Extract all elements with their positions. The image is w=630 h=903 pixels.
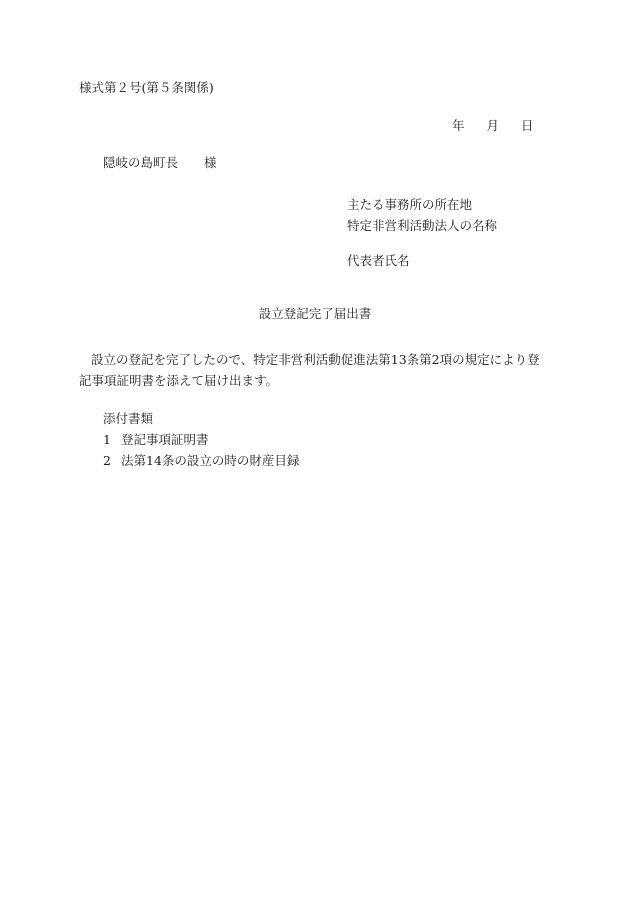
body-text: 設立の登記を完了したので、特定非営利活動促進法第13条第2項の規定により登記事項証明書を添えて届け出ます。 [79,352,540,388]
representative-label: 代表者氏名 [347,253,410,268]
addressee [103,157,217,170]
attachments [103,408,299,471]
date-day-label: 日 [521,118,534,133]
attachments-heading: 添付書類 [103,411,154,426]
addressee-name: 隠岐の島町長 [103,155,179,170]
form-number: 様式第２号(第５条関係) [79,80,214,95]
attachment-number: 1 [103,432,111,447]
addressee-honorific: 様 [204,155,217,170]
attachment-number: 2 [103,453,111,468]
attachment-item [103,429,299,450]
office-address-label: 主たる事務所の所在地 [347,197,473,212]
attachment-item [103,450,299,471]
applicant-block [347,194,497,271]
document-title: 設立登記完了届出書 [258,306,372,321]
date-year-label: 年 [452,118,465,133]
attachment-text: 登記事項証明書 [121,432,209,447]
date-month-label: 月 [486,118,500,133]
date-line [452,120,534,133]
attachment-text: 法第14条の設立の時の財産目録 [121,453,300,468]
corporation-name-label: 特定非営利活動法人の名称 [347,218,498,233]
